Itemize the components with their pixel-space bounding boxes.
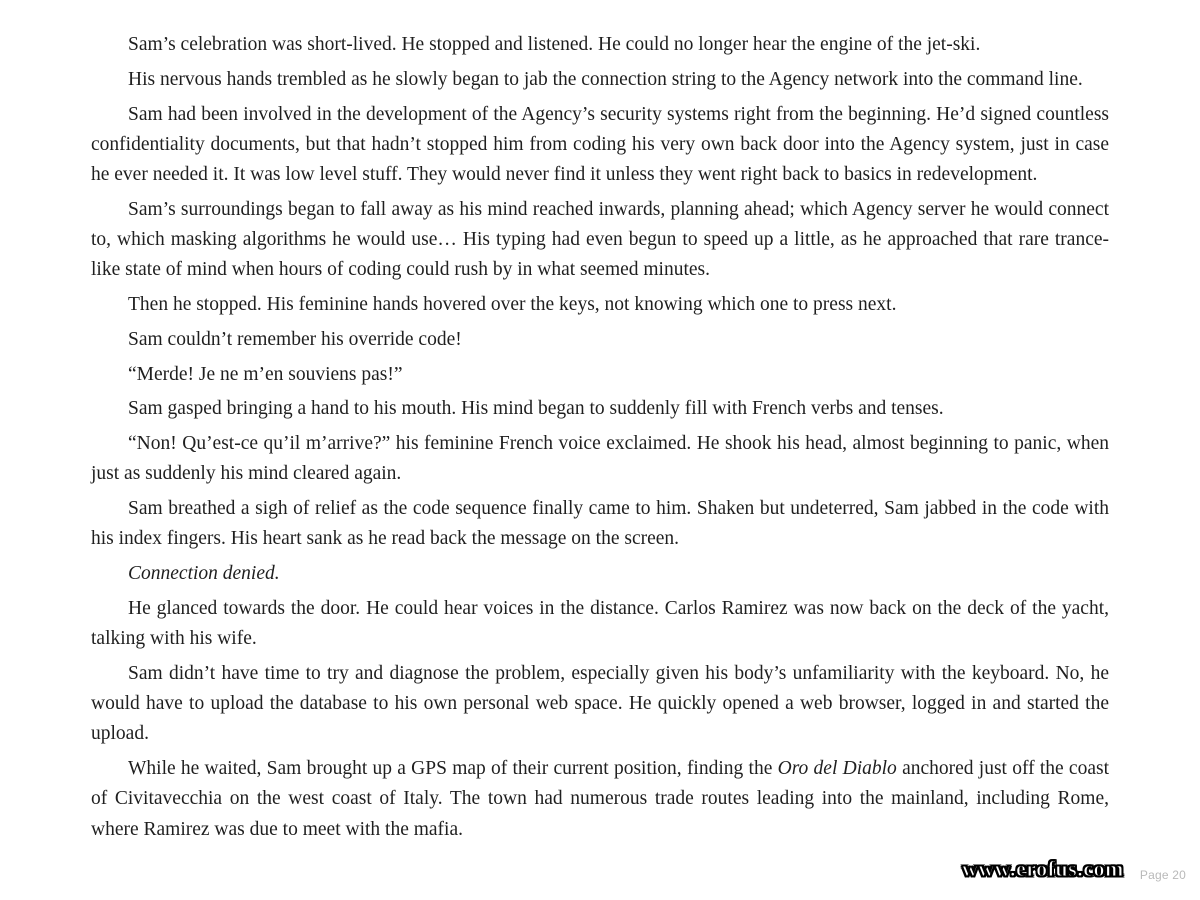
paragraph-text: anchored just off the coast of Civitavecchia on the west coast of Italy. The town had numerous trade routes leading into the mainland, including Rome, where Ramirez was due to meet with the mafia. xyxy=(91,758,1109,840)
document-body xyxy=(91,30,1109,849)
paragraph-text: While he waited, Sam brought up a GPS map of their current position, finding the xyxy=(128,758,778,780)
paragraph-5 xyxy=(91,290,1109,320)
paragraph-7 xyxy=(91,360,1109,390)
paragraph-12 xyxy=(91,594,1109,654)
paragraph-text: Sam breathed a sigh of relief as the code sequence finally came to him. Shaken but undeterred, Sam jabbed in the code with his index fingers. His heart sank as he read back the message on the screen. xyxy=(91,498,1109,550)
watermark: www.erofus.com xyxy=(962,856,1124,881)
paragraph-italic-text: Oro del Diablo xyxy=(777,758,897,780)
paragraph-9 xyxy=(91,429,1109,489)
paragraph-text: Sam’s surroundings began to fall away as his mind reached inwards, planning ahead; which Agency server he would connect to, which masking algorithms he would use… His typing had even begun to speed up a little, as he approached that rare trance-like state of mind when hours of coding could rush by in what seemed minutes. xyxy=(91,198,1109,281)
paragraph-6 xyxy=(91,325,1109,355)
paragraph-text: Sam’s celebration was short-lived. He stopped and listened. He could no longer hear the engine of the jet-ski. xyxy=(128,34,981,55)
paragraph-13 xyxy=(91,659,1109,750)
paragraph-14 xyxy=(91,754,1109,845)
paragraph-text: His nervous hands trembled as he slowly began to jab the connection string to the Agency network into the command line. xyxy=(128,68,1083,90)
paragraph-10 xyxy=(91,494,1109,554)
paragraph-text: He glanced towards the door. He could hear voices in the distance. Carlos Ramirez was now back on the deck of the yacht, talking with his wife. xyxy=(91,597,1109,650)
paragraph-2 xyxy=(91,65,1109,95)
paragraph-italic-text: Connection denied. xyxy=(128,563,280,585)
paragraph-11 xyxy=(91,559,1109,589)
page-number: Page 20 xyxy=(1139,868,1186,882)
paragraph-text: Sam couldn’t remember his override code! xyxy=(128,328,462,350)
paragraph-text: Sam gasped bringing a hand to his mouth. His mind began to suddenly fill with French verbs and tenses. xyxy=(128,398,944,420)
paragraph-text: “Non! Qu’est-ce qu’il m’arrive?” his feminine French voice exclaimed. He shook his head, almost beginning to panic, when just as suddenly his mind cleared again. xyxy=(91,433,1109,485)
paragraph-text: Sam had been involved in the development of the Agency’s security systems right from the beginning. He’d signed countless confidentiality documents, but that hadn’t stopped him from coding his very own back door into the Agency system, just in case he ever needed it. It was low level stuff. They would never find it unless they went right back to basics in redevelopment. xyxy=(91,103,1109,185)
paragraph-text: “Merde! Je ne m’en souviens pas!” xyxy=(128,363,403,385)
paragraph-8 xyxy=(91,394,1109,424)
paragraph-1 xyxy=(91,30,1109,60)
paragraph-3 xyxy=(91,100,1109,191)
paragraph-text: Then he stopped. His feminine hands hovered over the keys, not knowing which one to press next. xyxy=(128,294,897,315)
paragraph-4 xyxy=(91,195,1109,286)
paragraph-text: Sam didn’t have time to try and diagnose the problem, especially given his body’s unfamiliarity with the keyboard. No, he would have to upload the database to his own personal web space. He quickly opened a web browser, logged in and started the upload. xyxy=(91,662,1109,745)
